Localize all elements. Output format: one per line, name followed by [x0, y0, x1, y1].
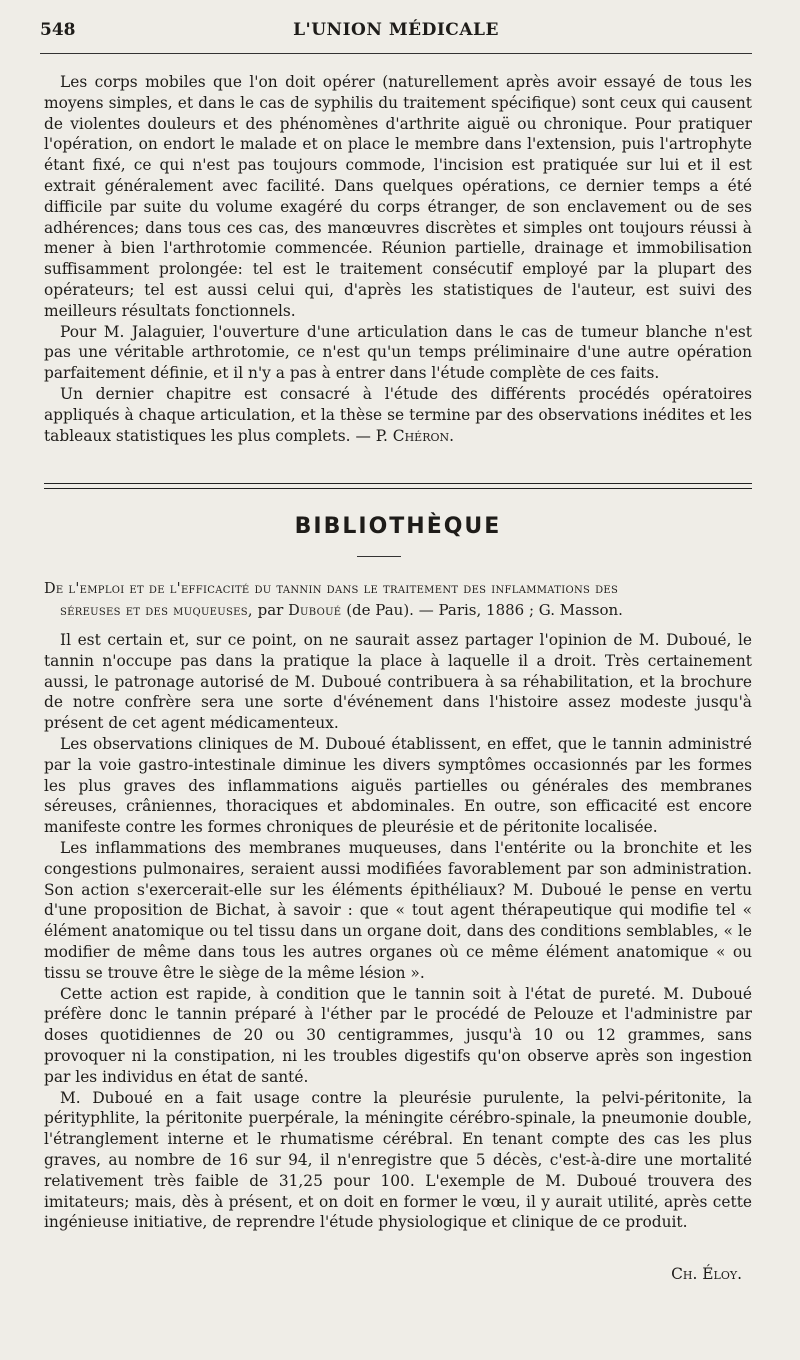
review-paragraph-4: Cette action est rapide, à condition que le tannin soit à l'état de pureté. M. Duboué préfère donc le tannin préparé à l'éther par le procédé de Pelouze et l'administre par doses quotidiennes de 20 ou 30 centigrammes, jusqu'à 10 ou 12 grammes, sans provoquer ni la constipation, ni les troubles digestifs qu'on observe après son ingestion par les individus en état de santé.: [44, 984, 752, 1086]
book-author: Duboué: [288, 603, 342, 619]
book-reference: [44, 578, 752, 622]
article-signature: Chéron.: [392, 426, 455, 445]
page-number: 548: [40, 20, 76, 40]
book-ref-line2: [44, 600, 752, 622]
running-header: [40, 20, 752, 48]
book-title-part2: séreuses et des muqueuses,: [60, 603, 253, 619]
journal-title: L'UNION MÉDICALE: [293, 20, 499, 40]
book-title-part1: De l'emploi et de l'efficacité du tannin dans le traitement des inflammations des: [44, 581, 619, 597]
book-author-place: (de Pau). — Paris, 1886 ; G. Masson.: [346, 601, 623, 619]
book-by: par: [257, 601, 284, 619]
article-paragraph-3-text: Un dernier chapitre est consacré à l'étude des différents procédés opératoires appliqués à chaque articulation, et la thèse se termine par des observations inédites et les tableaux statistiques les plus complets. — P.: [44, 384, 752, 445]
first-article: [44, 72, 752, 446]
review-signature: Ch. Éloy.: [671, 1265, 742, 1283]
header-rule: [40, 53, 752, 54]
section-title: BIBLIOTHÈQUE: [294, 514, 502, 539]
review-paragraph-2: Les observations cliniques de M. Duboué établissent, en effet, que le tannin administré par la voie gastro-intestinale diminue les divers symptômes occasionnés par les formes les plus graves des inflammations aiguës partielles ou générales des membranes séreuses, crâniennes, thoraciques et abdominales. En outre, son efficacité est encore manifeste contre les formes chroniques de pleurésie et de péritonite localisée.: [44, 734, 752, 837]
review-body: [44, 630, 752, 1233]
article-paragraph-1: Les corps mobiles que l'on doit opérer (naturellement après avoir essayé de tous les moyens simples, et dans le cas de syphilis du traitement spécifique) sont ceux qui causent de violentes douleurs et des phénomènes d'arthrite aiguë ou chronique. Pour pratiquer l'opération, on endort le malade et on place le membre dans l'extension, puis l'artrophyte étant fixé, ce qui n'est pas toujours commode, l'incision est pratiquée sur lui et il est extrait généralement avec facilité. Dans quelques opérations, ce dernier temps a été difficile par suite du volume exagéré du corps étranger, de son enclavement ou de ses adhérences; dans tous ces cas, des manœuvres discrètes et simples ont toujours réussi à mener à bien l'arthrotomie commencée. Réunion partielle, drainage et immobilisation suffisamment prolongée: tel est le traitement consécutif employé par la plupart des opérateurs; tel est aussi celui qui, d'après les statistiques de l'auteur, est suivi des meilleurs résultats fonctionnels.: [44, 73, 752, 320]
section-divider: [44, 483, 752, 491]
review-paragraph-3: Les inflammations des membranes muqueuses, dans l'entérite ou la bronchite et les congestions pulmonaires, seraient aussi modifiées favorablement par son administration. Son action s'exercerait-elle sur les éléments épithéliaux? M. Duboué le pense en vertu d'une proposition de Bichat, à savoir : que « tout agent thérapeutique qui modifie tel « élément anatomique ou tel tissu dans un organe doit, dans des conditions semblables, « le modifier de même dans tous les autres organes où ce même élément anatomique « ou tissu se trouve être le siège de la même lésion ».: [44, 838, 752, 982]
article-paragraph-2: Pour M. Jalaguier, l'ouverture d'une articulation dans le cas de tumeur blanche n'est pas une véritable arthrotomie, ce n'est qu'un temps préliminaire d'une autre opération parfaitement définie, et il n'y a pas à entrer dans l'étude complète de ces faits.: [44, 322, 752, 383]
article-paragraph-3: [44, 384, 752, 446]
review-paragraph-5: M. Duboué en a fait usage contre la pleurésie purulente, la pelvi-péritonite, la pérityphlite, la péritonite puerpérale, la méningite cérébro-spinale, la pneumonie double, l'étranglement interne et le rhumatisme cérébral. En tenant compte des cas les plus graves, au nombre de 16 sur 94, il n'enregistre que 5 décès, c'est-à-dire une mortalité relativement très faible de 31,25 pour 100. L'exemple de M. Duboué trouvera des imitateurs; mais, dès à présent, et on doit en former le vœu, il y aurait utilité, après cette ingénieuse initiative, de reprendre l'étude physiologique et clinique de ce produit.: [44, 1088, 752, 1232]
title-underline: [357, 556, 401, 557]
review-paragraph-1: Il est certain et, sur ce point, on ne saurait assez partager l'opinion de M. Duboué, le tannin n'occupe pas dans la pratique la place à laquelle il a droit. Très certainement aussi, le patronage autorisé de M. Duboué contribuera à sa réhabilitation, et la brochure de notre confrère sera une sorte d'événement dans l'histoire assez modeste jusqu'à présent de cet agent médicamenteux.: [44, 631, 752, 733]
